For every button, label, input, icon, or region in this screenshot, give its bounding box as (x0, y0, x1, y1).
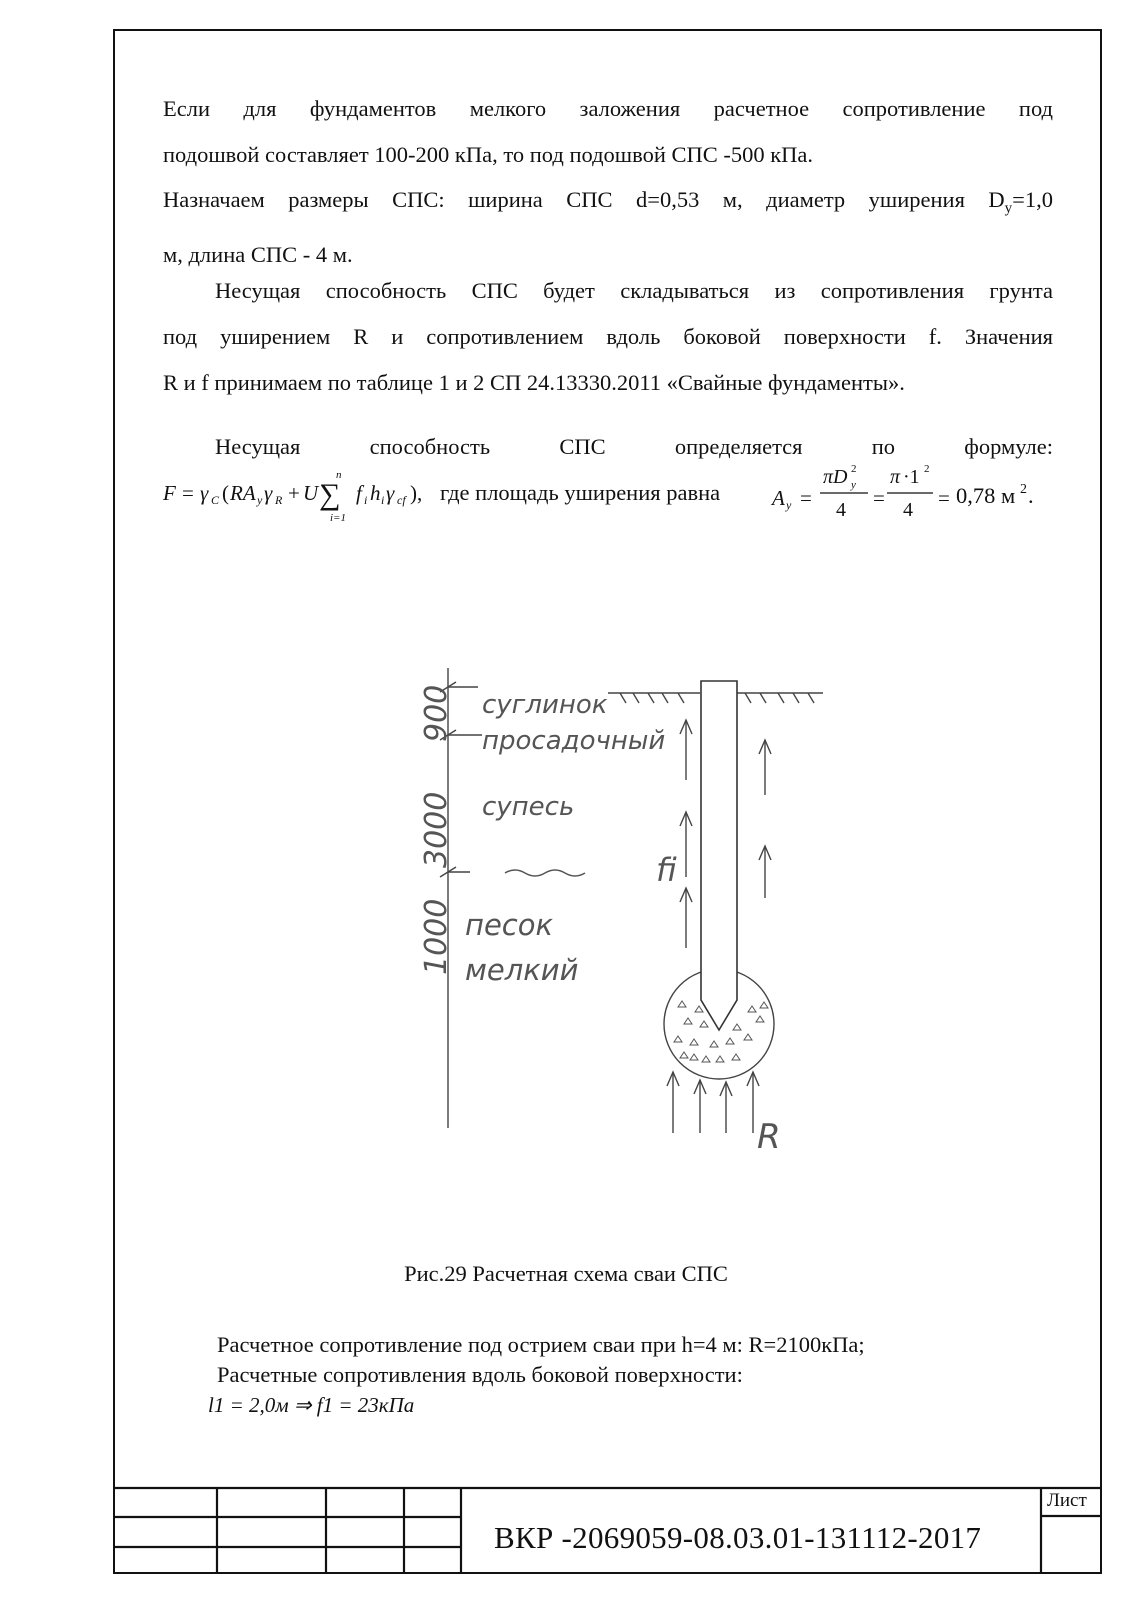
svg-text:C: C (211, 493, 220, 507)
lower-text-2: Расчетные сопротивления вдоль боковой поверхности: (217, 1362, 743, 1387)
formula-gamma-c: γ (200, 481, 209, 505)
svg-text:·1: ·1 (903, 466, 920, 488)
figure-caption: Рис.29 Расчетная схема сваи СПС (404, 1261, 728, 1286)
svg-text:γ: γ (264, 481, 273, 505)
svg-text:γ: γ (386, 481, 395, 505)
formula-F: F (163, 481, 176, 505)
formula-result: 0,78 м (956, 483, 1016, 508)
lower-formula: l1 = 2,0м ⇒ f1 = 23кПа (208, 1393, 415, 1417)
lower-text-1: Расчетное сопротивление под острием сваи при h=4 м: R=2100кПа; (217, 1332, 865, 1357)
soil-sand-sub: мелкий (465, 953, 579, 987)
label-R: R (757, 1117, 781, 1157)
svg-text:A: A (772, 486, 785, 510)
svg-text:=: = (873, 486, 885, 510)
svg-text:2: 2 (851, 463, 857, 475)
formula-result-sup: 2 (1020, 482, 1027, 497)
document-code: ВКР -2069059-08.03.01-131112-2017 (494, 1520, 982, 1555)
svg-text:i: i (364, 493, 368, 507)
p3-line-2: под уширением R и сопротивлением вдоль боковой поверхности f. Значения (163, 324, 1053, 349)
svg-text:y: y (851, 479, 856, 491)
svg-text:y: y (257, 493, 263, 507)
svg-text:(: ( (222, 481, 229, 505)
svg-text:+: + (288, 481, 300, 505)
soil-sand: песок (465, 908, 554, 942)
svg-text:i: i (381, 493, 385, 507)
svg-text:),: ), (410, 481, 423, 505)
formula-eq1: = (182, 481, 194, 505)
svg-text:y: y (786, 498, 792, 512)
svg-text:R: R (275, 493, 283, 507)
svg-text:.: . (1028, 483, 1034, 508)
p2-sub: y (1004, 200, 1013, 217)
p3-line-3: R и f принимаем по таблице 1 и 2 СП 24.13330.2011 «Свайные фундаменты». (163, 370, 905, 395)
p1-line-1: Если для фундаментов мелкого заложения расчетное сопротивление под (163, 96, 1053, 121)
p4-line-1: Несущая способность СПС определяется по формуле: (215, 434, 1053, 459)
sheet-label: Лист (1047, 1490, 1087, 1511)
p3-line-1: Несущая способность СПС будет складываться из сопротивления грунта (215, 278, 1053, 303)
p1-line-2: подошвой составляет 100-200 кПа, то под подошвой СПС -500 кПа. (163, 142, 814, 167)
svg-text:n: n (336, 469, 342, 481)
svg-text:f: f (356, 481, 362, 505)
p2-line-2: м, длина СПС - 4 м. (163, 241, 353, 267)
svg-text:=: = (800, 486, 812, 510)
svg-text:i=1: i=1 (330, 512, 346, 524)
svg-text:2: 2 (924, 463, 930, 475)
p2-text-b: =1,0 (1012, 187, 1053, 212)
svg-text:=: = (938, 486, 950, 510)
soil-sandy-loam: супесь (482, 792, 575, 822)
soil-loam-sub: просадочный (482, 726, 666, 756)
svg-text:π: π (890, 466, 901, 488)
dim-900: 900 (419, 684, 454, 742)
p2-text-a: Назначаем размеры СПС: ширина СПС d=0,53 м, диаметр уширения D (163, 187, 1005, 212)
label-fi: fi (656, 851, 677, 889)
svg-text:cf: cf (397, 493, 406, 507)
formula-mid-text: где площадь уширения равна (440, 480, 721, 505)
soil-loam: суглинок (482, 690, 608, 720)
svg-text:4: 4 (903, 499, 913, 521)
svg-text:h: h (370, 481, 381, 505)
sigma-sign: ∑ (319, 478, 341, 511)
dim-3000: 3000 (419, 791, 454, 868)
svg-text:U: U (303, 481, 319, 505)
svg-text:RA: RA (230, 481, 256, 505)
svg-text:4: 4 (836, 499, 846, 521)
svg-text:πD: πD (823, 466, 848, 488)
dim-1000: 1000 (419, 898, 454, 975)
